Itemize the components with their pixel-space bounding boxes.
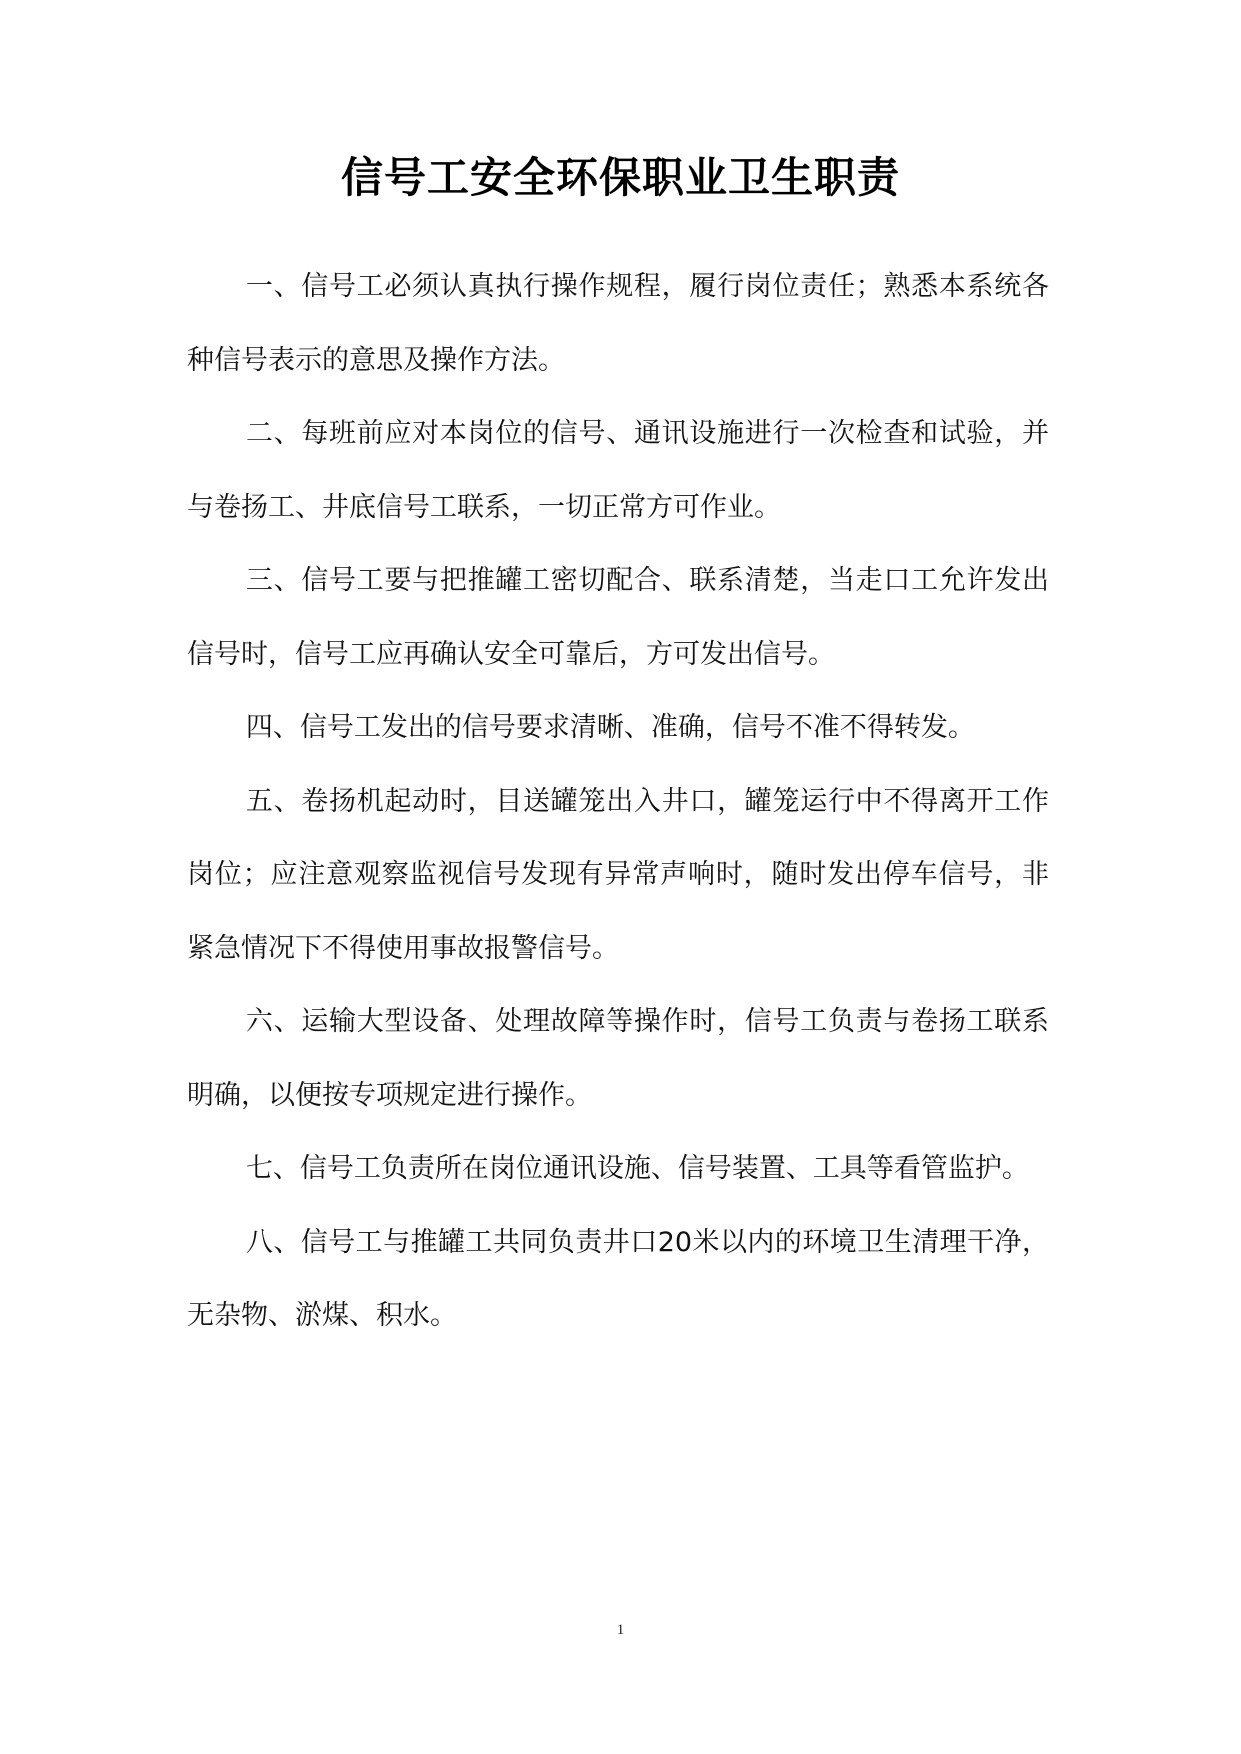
paragraph-8: 八、信号工与推罐工共同负责井口20米以内的环境卫生清理干净，无杂物、淤煤、积水。 [187,1226,1049,1331]
paragraph-5: 五、卷扬机起动时，目送罐笼出入井口，罐笼运行中不得离开工作岗位；应注意观察监视信号发现有异常声响时，随时发出停车信号，非紧急情况下不得使用事故报警信号。 [187,785,1049,964]
paragraph-3: 三、信号工要与把推罐工密切配合、联系清楚，当走口工允许发出信号时，信号工应再确认安全可靠后，方可发出信号。 [187,565,1049,670]
paragraph-7: 七、信号工负责所在岗位通讯设施、信号装置、工具等看管监护。 [245,1153,1029,1184]
document-title: 信号工安全环保职业卫生职责 [340,153,900,202]
page-number: 1 [616,1622,625,1638]
paragraph-2: 二、每班前应对本岗位的信号、通讯设施进行一次检查和试验，并与卷扬工、井底信号工联系，一切正常方可作业。 [187,418,1049,523]
paragraph-1: 一、信号工必须认真执行操作规程，履行岗位责任；熟悉本系统各种信号表示的意思及操作方法。 [187,271,1049,376]
paragraph-6: 六、运输大型设备、处理故障等操作时，信号工负责与卷扬工联系明确，以便按专项规定进行操作。 [187,1006,1049,1111]
paragraph-4: 四、信号工发出的信号要求清晰、准确，信号不准不得转发。 [245,712,975,743]
document-body [187,250,1049,1353]
